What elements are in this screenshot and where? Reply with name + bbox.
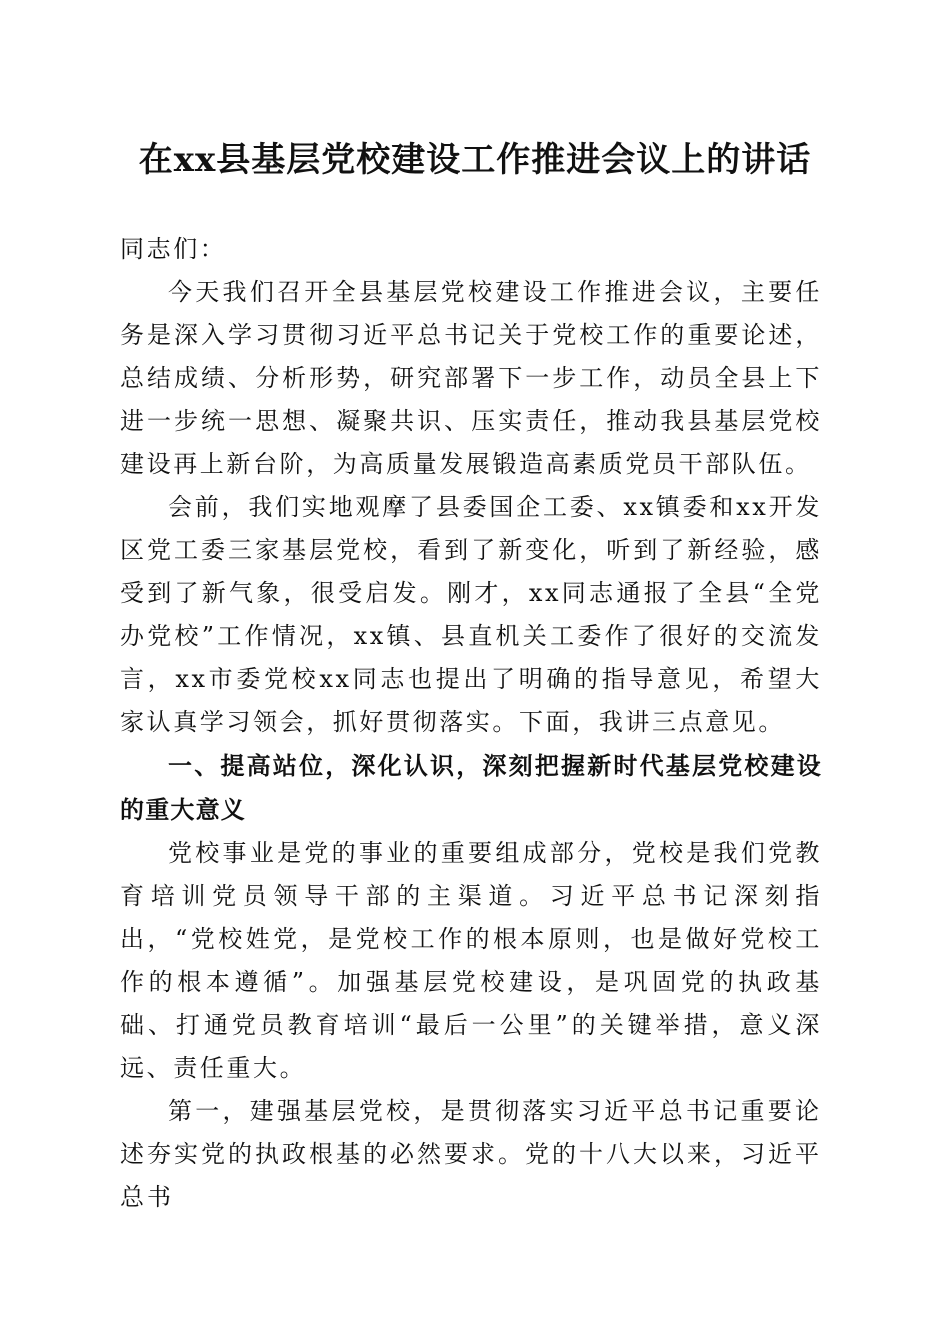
point-one-paragraph: 第一，建强基层党校，是贯彻落实习近平总书记重要论述夯实党的执政根基的必然要求。党的十八大以来，习近平总书 xyxy=(120,1097,822,1211)
document-title: 在xx县基层党校建设工作推进会议上的讲话 xyxy=(138,140,812,180)
section-one-paragraph: 党校事业是党的事业的重要组成部分，党校是我们党教育培训党员领导干部的主渠道。习近平总书记深刻指出，“党校姓党，是党校工作的根本原则，也是做好党校工作的根本遵循”。加强基层党校建设，是巩固党的执政基础、打通党员教育培训“最后一公里”的关键举措，意义深远、责任重大。 xyxy=(120,839,822,1082)
section-heading-one: 一、提高站位，深化认识，深刻把握新时代基层党校建设的重大意义 xyxy=(120,752,822,824)
paragraph-observation: 会前，我们实地观摩了县委国企工委、xx镇委和xx开发区党工委三家基层党校，看到了新变化，听到了新经验，感受到了新气象，很受启发。刚才，xx同志通报了全县“全党办党校”工作情况，xx镇、县直机关工委作了很好的交流发言，xx市委党校xx同志也提出了明确的指导意见，希望大家认真学习领会，抓好贯彻落实。下面，我讲三点意见。 xyxy=(120,493,822,736)
salutation: 同志们： xyxy=(120,235,227,263)
document-body xyxy=(120,228,822,1219)
paragraph-intro: 今天我们召开全县基层党校建设工作推进会议，主要任务是深入学习贯彻习近平总书记关于党校工作的重要论述，总结成绩、分析形势，研究部署下一步工作，动员全县上下进一步统一思想、凝聚共识、压实责任，推动我县基层党校建设再上新台阶，为高质量发展锻造高素质党员干部队伍。 xyxy=(120,278,822,478)
